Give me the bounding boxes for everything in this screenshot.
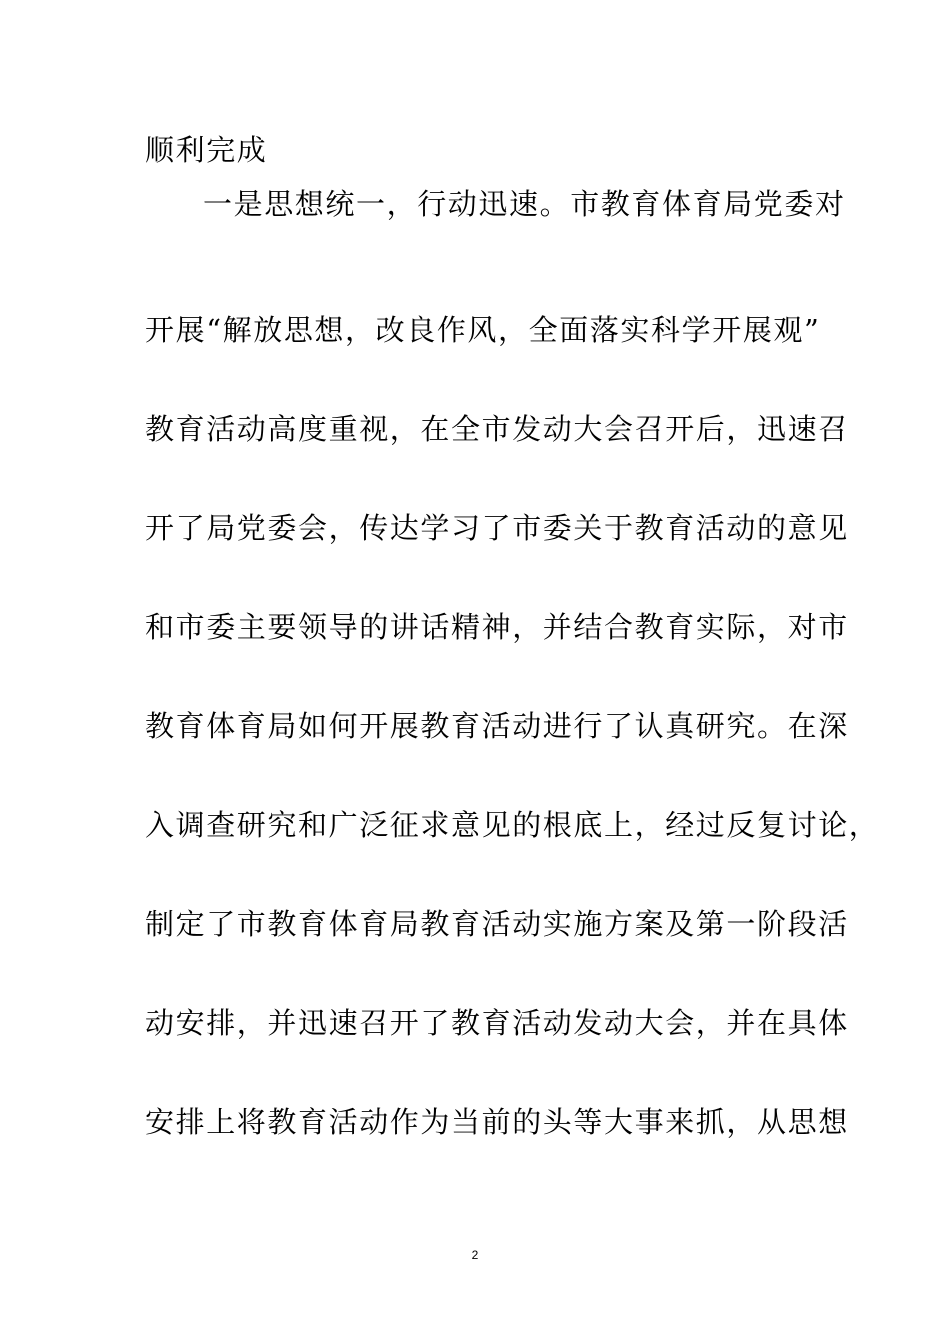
body-text-line: 入调查研究和广泛征求意见的根底上，经过反复讨论，: [145, 808, 880, 842]
body-text-line: 动安排，并迅速召开了教育活动发动大会，并在具体: [145, 1006, 849, 1040]
body-text-line: 教育体育局如何开展教育活动进行了认真研究。在深: [145, 709, 849, 743]
body-text-line: 顺利完成: [145, 133, 268, 167]
body-text-line: 一是思想统一，行动迅速。市教育体育局党委对: [203, 187, 846, 221]
body-text-line: 开展“解放思想，改良作风，全面落实科学开展观”: [145, 313, 821, 347]
body-text-line: 开了局党委会，传达学习了市委关于教育活动的意见: [145, 511, 849, 545]
body-text-line: 和市委主要领导的讲话精神，并结合教育实际，对市: [145, 610, 849, 644]
body-text-line: 制定了市教育体育局教育活动实施方案及第一阶段活: [145, 907, 849, 941]
body-text-line: 安排上将教育活动作为当前的头等大事来抓，从思想: [145, 1105, 849, 1139]
page-number: 2: [471, 1248, 479, 1262]
body-text-line: 教育活动高度重视，在全市发动大会召开后，迅速召: [145, 412, 849, 446]
